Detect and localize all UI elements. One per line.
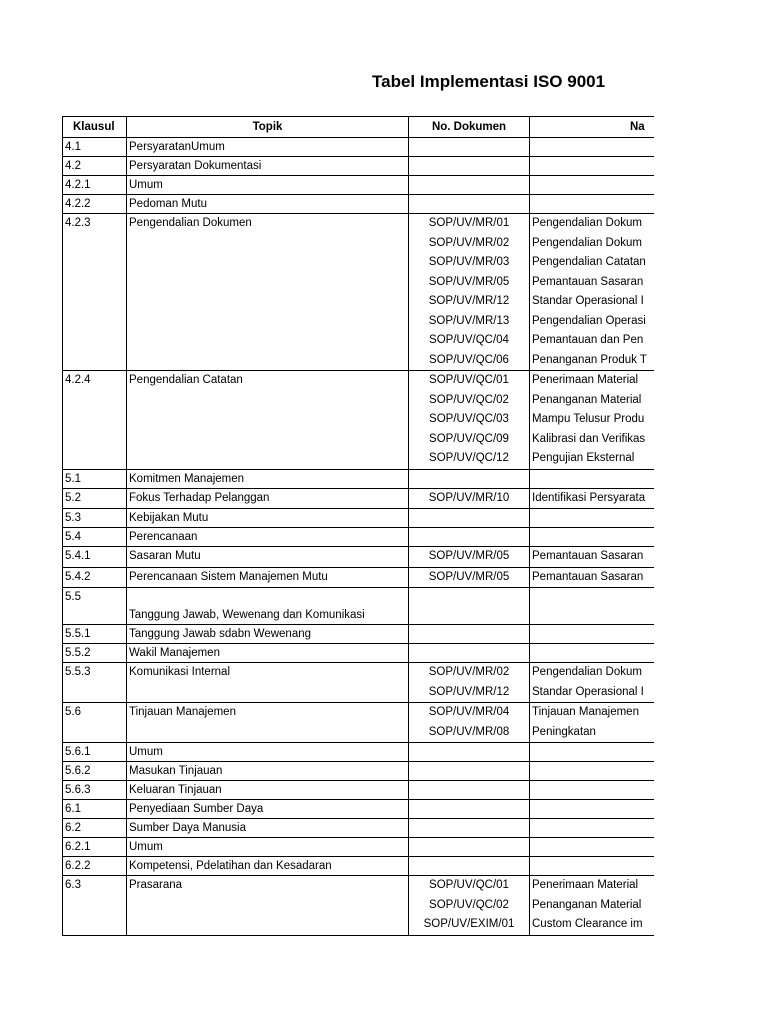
- topik-cell: Umum: [127, 176, 409, 195]
- document-number: SOP/UV/QC/06: [429, 353, 509, 366]
- topik-cell: Umum: [127, 838, 409, 857]
- document-name: Penanganan Produk T: [532, 353, 647, 366]
- document-number: SOP/UV/MR/01: [428, 217, 510, 229]
- table-row: [63, 528, 655, 547]
- topik-cell: Komitmen Manajemen: [127, 469, 409, 488]
- table-row: [63, 663, 655, 703]
- document-name: Penerimaan Material: [532, 879, 639, 891]
- document-number: SOP/UV/MR/05: [428, 570, 510, 583]
- document-name: Pengujian Eksternal: [532, 452, 635, 464]
- table-row: [63, 762, 655, 781]
- klausul-cell: 5.1: [63, 469, 127, 488]
- klausul-cell: 5.4.2: [63, 567, 127, 588]
- klausul-cell: 4.2.2: [63, 195, 127, 214]
- dokumen-cell: [409, 547, 530, 568]
- nama-cell: [530, 762, 655, 781]
- nama-cell: [530, 488, 655, 509]
- nama-cell: [530, 214, 655, 371]
- nama-cell: [530, 781, 655, 800]
- document-name: Identifikasi Persyarata: [532, 491, 646, 504]
- table-row: [63, 743, 655, 762]
- document-name: Pengendalian Dokum: [532, 217, 642, 229]
- klausul-cell: 6.2: [63, 819, 127, 838]
- document-number: SOP/UV/EXIM/01: [423, 918, 515, 930]
- klausul-cell: 5.5.1: [63, 625, 127, 644]
- header-nama: Na: [530, 117, 655, 138]
- document-name: Pengendalian Dokum: [532, 236, 642, 249]
- table-row: [63, 371, 655, 470]
- dokumen-cell: [409, 644, 530, 663]
- document-name: Pengendalian Operasi: [532, 314, 646, 327]
- nama-cell: [530, 138, 655, 157]
- topik-cell: Penyediaan Sumber Daya: [127, 800, 409, 819]
- document-name: Standar Operasional I: [532, 295, 644, 307]
- klausul-cell: 4.1: [63, 138, 127, 157]
- dokumen-cell: [409, 488, 530, 509]
- document-name: Penanganan Material: [532, 393, 642, 406]
- iso-implementation-table-container: [62, 116, 654, 936]
- klausul-cell: 5.6.3: [63, 781, 127, 800]
- topik-cell: Perencanaan Sistem Manajemen Mutu: [127, 567, 409, 588]
- nama-cell: [530, 663, 655, 703]
- nama-cell: [530, 469, 655, 488]
- topik-cell: Sumber Daya Manusia: [127, 819, 409, 838]
- topik-cell: Pengendalian Dokumen: [127, 214, 409, 371]
- topik-cell: Pedoman Mutu: [127, 195, 409, 214]
- document-number: SOP/UV/MR/10: [428, 491, 510, 504]
- table-row: [63, 819, 655, 838]
- nama-cell: [530, 547, 655, 568]
- dokumen-cell: [409, 176, 530, 195]
- document-number: SOP/UV/QC/03: [429, 413, 509, 425]
- table-row: [63, 838, 655, 857]
- topik-cell: Umum: [127, 743, 409, 762]
- iso-implementation-table: [62, 116, 654, 936]
- dokumen-cell: [409, 469, 530, 488]
- document-name: Tinjauan Manajemen: [532, 706, 639, 718]
- dokumen-cell: [409, 528, 530, 547]
- document-number: SOP/UV/MR/12: [428, 685, 510, 698]
- nama-cell: [530, 371, 655, 470]
- nama-cell: [530, 876, 655, 936]
- table-row: [63, 781, 655, 800]
- document-number: SOP/UV/QC/09: [429, 432, 509, 445]
- klausul-cell: 5.5: [63, 588, 127, 625]
- nama-cell: [530, 157, 655, 176]
- dokumen-cell: [409, 857, 530, 876]
- nama-cell: [530, 743, 655, 762]
- dokumen-cell: [409, 195, 530, 214]
- nama-cell: [530, 857, 655, 876]
- document-number: SOP/UV/MR/05: [428, 275, 510, 288]
- nama-cell: [530, 195, 655, 214]
- klausul-cell: 4.2: [63, 157, 127, 176]
- document-number: SOP/UV/QC/04: [429, 334, 509, 346]
- dokumen-cell: [409, 762, 530, 781]
- table-row: [63, 876, 655, 936]
- document-number: SOP/UV/MR/13: [428, 314, 510, 327]
- topik-cell: Tanggung Jawab, Wewenang dan Komunikasi: [127, 588, 409, 625]
- document-name: Pemantauan Sasaran: [532, 275, 644, 288]
- klausul-cell: 4.2.4: [63, 371, 127, 470]
- dokumen-cell: [409, 838, 530, 857]
- dokumen-cell: [409, 157, 530, 176]
- table-row: [63, 588, 655, 625]
- dokumen-cell: [409, 819, 530, 838]
- document-number: SOP/UV/MR/04: [428, 706, 510, 718]
- nama-cell: [530, 509, 655, 528]
- document-name: Penerimaan Material: [532, 374, 639, 386]
- table-row: [63, 157, 655, 176]
- document-name: Pemantauan Sasaran: [532, 550, 644, 562]
- klausul-cell: 6.2.1: [63, 838, 127, 857]
- klausul-cell: 5.5.2: [63, 644, 127, 663]
- table-row: [63, 509, 655, 528]
- table-row: [63, 857, 655, 876]
- topik-cell: Prasarana: [127, 876, 409, 936]
- document-name: Mampu Telusur Produ: [532, 413, 645, 425]
- header-no-dokumen: No. Dokumen: [409, 117, 530, 138]
- table-row: [63, 138, 655, 157]
- topik-cell: Persyaratan Dokumentasi: [127, 157, 409, 176]
- document-name: Pemantauan dan Pen: [532, 334, 644, 346]
- klausul-cell: 5.6.1: [63, 743, 127, 762]
- document-name: Standar Operasional I: [532, 685, 644, 698]
- topik-cell: Fokus Terhadap Pelanggan: [127, 488, 409, 509]
- dokumen-cell: [409, 625, 530, 644]
- table-body: [63, 138, 655, 936]
- topik-cell: Pengendalian Catatan: [127, 371, 409, 470]
- klausul-cell: 5.4.1: [63, 547, 127, 568]
- topik-cell: Kompetensi, Pdelatihan dan Kesadaran: [127, 857, 409, 876]
- dokumen-cell: [409, 214, 530, 371]
- table-row: [63, 547, 655, 568]
- klausul-cell: 5.6: [63, 703, 127, 743]
- topik-cell: Masukan Tinjauan: [127, 762, 409, 781]
- klausul-cell: 6.2.2: [63, 857, 127, 876]
- document-number: SOP/UV/QC/01: [429, 374, 509, 386]
- topik-cell: Wakil Manajemen: [127, 644, 409, 663]
- nama-cell: [530, 703, 655, 743]
- document-number: SOP/UV/QC/01: [429, 879, 509, 891]
- topik-cell: Kebijakan Mutu: [127, 509, 409, 528]
- table-row: [63, 214, 655, 371]
- klausul-cell: 6.3: [63, 876, 127, 936]
- klausul-cell: 4.2.1: [63, 176, 127, 195]
- table-row: [63, 644, 655, 663]
- document-name: Pemantauan Sasaran: [532, 570, 644, 583]
- topik-cell: Tinjauan Manajemen: [127, 703, 409, 743]
- header-topik: Topik: [127, 117, 409, 138]
- document-number: SOP/UV/QC/12: [429, 452, 509, 464]
- document-number: SOP/UV/MR/02: [428, 666, 510, 678]
- page-title: Tabel Implementasi ISO 9001: [372, 72, 606, 91]
- table-row: [63, 176, 655, 195]
- document-number: SOP/UV/MR/03: [428, 256, 510, 268]
- document-name: Kalibrasi dan Verifikas: [532, 432, 646, 445]
- dokumen-cell: [409, 703, 530, 743]
- nama-cell: [530, 838, 655, 857]
- document-number: SOP/UV/MR/02: [428, 236, 510, 249]
- klausul-cell: 4.2.3: [63, 214, 127, 371]
- dokumen-cell: [409, 138, 530, 157]
- nama-cell: [530, 644, 655, 663]
- klausul-cell: 5.5.3: [63, 663, 127, 703]
- klausul-cell: 5.6.2: [63, 762, 127, 781]
- dokumen-cell: [409, 743, 530, 762]
- document-number: SOP/UV/QC/02: [429, 393, 509, 406]
- table-row: [63, 567, 655, 588]
- table-row: [63, 195, 655, 214]
- topik-cell: Perencanaan: [127, 528, 409, 547]
- header-klausul: Klausul: [63, 117, 127, 138]
- nama-cell: [530, 567, 655, 588]
- dokumen-cell: [409, 371, 530, 470]
- nama-cell: [530, 176, 655, 195]
- dokumen-cell: [409, 781, 530, 800]
- table-row: [63, 488, 655, 509]
- document-number: SOP/UV/MR/12: [428, 295, 510, 307]
- document-name: Pengendalian Catatan: [532, 256, 646, 268]
- document-number: SOP/UV/MR/08: [428, 725, 510, 738]
- document-name: Peningkatan: [532, 725, 596, 738]
- document-number: SOP/UV/MR/05: [428, 550, 510, 562]
- dokumen-cell: [409, 588, 530, 625]
- topik-cell: Komunikasi Internal: [127, 663, 409, 703]
- dokumen-cell: [409, 567, 530, 588]
- document-name: Custom Clearance im: [532, 918, 643, 930]
- dokumen-cell: [409, 509, 530, 528]
- klausul-cell: 5.2: [63, 488, 127, 509]
- dokumen-cell: [409, 876, 530, 936]
- dokumen-cell: [409, 800, 530, 819]
- document-number: SOP/UV/QC/02: [429, 898, 509, 911]
- klausul-cell: 5.3: [63, 509, 127, 528]
- nama-cell: [530, 528, 655, 547]
- nama-cell: [530, 800, 655, 819]
- table-row: [63, 625, 655, 644]
- topik-cell: Tanggung Jawab sdabn Wewenang: [127, 625, 409, 644]
- table-header-row: [63, 117, 655, 138]
- dokumen-cell: [409, 663, 530, 703]
- klausul-cell: 6.1: [63, 800, 127, 819]
- document-name: Penanganan Material: [532, 898, 642, 911]
- klausul-cell: 5.4: [63, 528, 127, 547]
- nama-cell: [530, 819, 655, 838]
- topik-cell: Keluaran Tinjauan: [127, 781, 409, 800]
- table-row: [63, 703, 655, 743]
- document-name: Pengendalian Dokum: [532, 666, 642, 678]
- topik-cell: PersyaratanUmum: [127, 138, 409, 157]
- table-row: [63, 800, 655, 819]
- nama-cell: [530, 625, 655, 644]
- topik-cell: Sasaran Mutu: [127, 547, 409, 568]
- nama-cell: [530, 588, 655, 625]
- table-row: [63, 469, 655, 488]
